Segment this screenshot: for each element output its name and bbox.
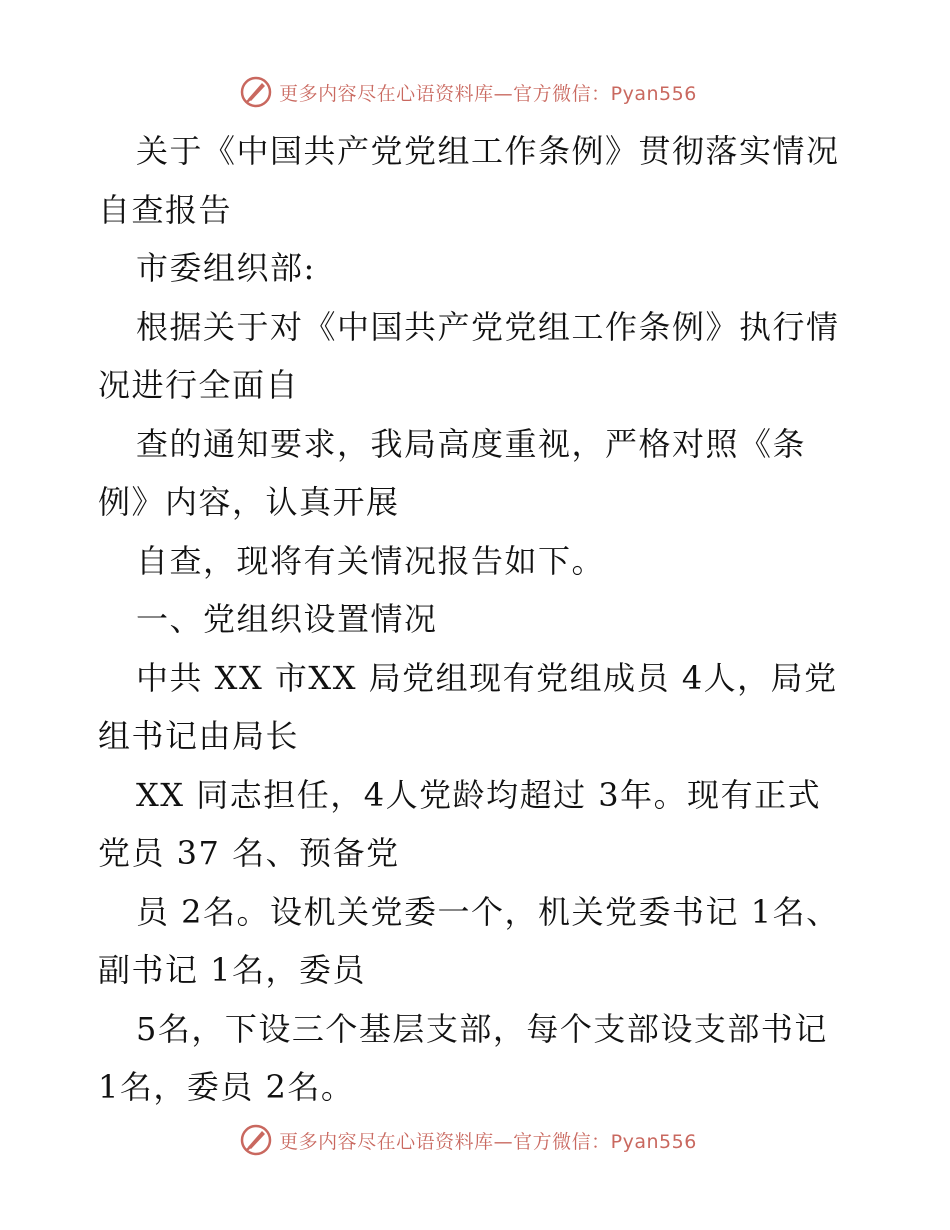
text-line: 副书记 1名，委员	[98, 951, 367, 989]
text-line: 员 2名。设机关党委一个，机关党委书记 1名、	[136, 892, 840, 931]
text-line: 关于《中国共产党党组工作条例》贯彻落实情况	[136, 132, 840, 170]
watermark-text: 更多内容尽在心语资料库—官方微信：Pyan556	[279, 1130, 697, 1153]
text-line: 自查，现将有关情况报告如下。	[136, 541, 606, 580]
text-line: 市委组织部:	[136, 249, 316, 287]
quill-pen-logo-icon	[239, 1123, 273, 1157]
text-line: 1名，委员 2名。	[98, 1068, 355, 1106]
text-line: 中共 XX 市XX 局党组现有党组成员 4人，局党	[136, 658, 838, 697]
text-line: 一、党组织设置情况	[136, 600, 438, 638]
text-line: 自查报告	[98, 190, 233, 229]
text-line: 党员 37 名、预备党	[98, 834, 400, 872]
quill-pen-logo-icon	[239, 75, 273, 109]
watermark-text: 更多内容尽在心语资料库—官方微信：Pyan556	[279, 82, 697, 105]
text-line: 组书记由局长	[98, 717, 300, 755]
text-line: 根据关于对《中国共产党党组工作条例》执行情	[136, 307, 840, 346]
text-line: 查的通知要求，我局高度重视，严格对照《条	[136, 424, 807, 463]
text-line: 5名，下设三个基层支部，每个支部设支部书记	[136, 1009, 828, 1048]
header-watermark	[0, 72, 950, 112]
footer-watermark	[0, 1120, 950, 1160]
text-line: XX 同志担任，4人党龄均超过 3年。现有正式	[136, 775, 822, 814]
document-body	[98, 122, 868, 1117]
text-line: 况进行全面自	[98, 366, 300, 404]
text-line: 例》内容，认真开展	[98, 483, 400, 521]
